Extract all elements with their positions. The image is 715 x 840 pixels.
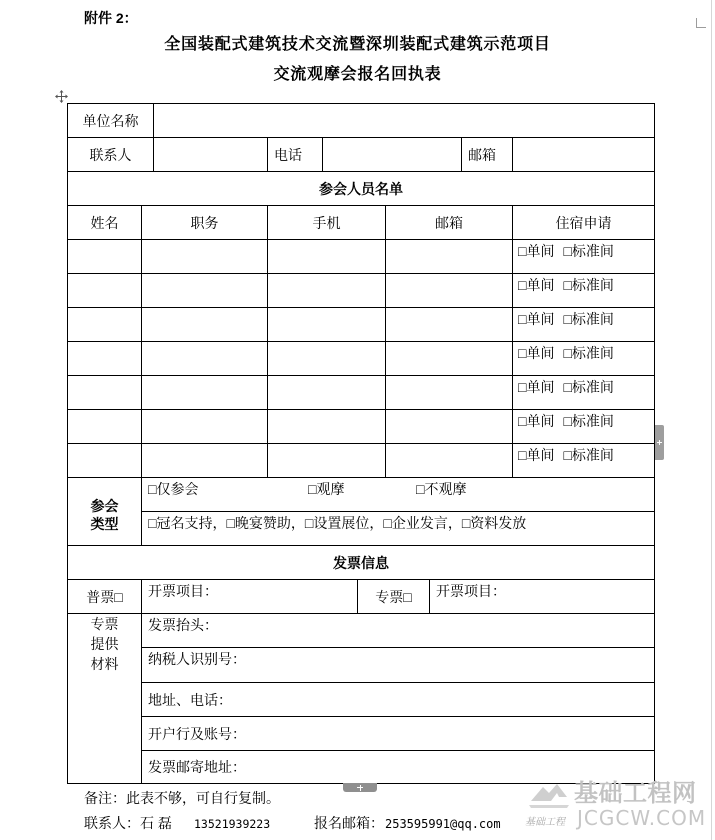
lodging-standard-checkbox[interactable]: □标准间 [563,345,614,361]
table-row [68,376,655,410]
attendee-email-cell[interactable] [386,376,513,410]
lodging-single-checkbox[interactable]: □单间 [518,311,555,327]
plus-icon [360,785,361,791]
attendee-lodging-cell [513,342,655,376]
title-line-1: 全国装配式建筑技术交流暨深圳装配式建筑示范项目 [164,36,551,53]
plain-invoice-item-field[interactable]: 开票项目： [142,580,358,614]
materials-label-line: 提供 [90,636,119,652]
unit-name-label: 单位名称 [68,104,154,138]
column-header-lodging: 住宿申请 [513,206,655,240]
participation-options-row-2[interactable]: □冠名支持，□晚宴赞助，□设置展位，□企业发言，□资料发放 [142,512,655,546]
phone-field[interactable] [323,138,462,172]
attendee-email-cell[interactable] [386,444,513,478]
attendee-lodging-cell [513,376,655,410]
watermark-site-name: 基础工程网 [574,780,697,807]
signup-email-label: 报名邮箱： [314,815,384,831]
email-label: 邮箱 [462,138,513,172]
attendee-email-cell[interactable] [386,410,513,444]
title-line-2: 交流观摩会报名回执表 [273,66,442,83]
contact-label: 联系人 [68,138,154,172]
special-invoice-materials-label [68,614,142,784]
attendee-lodging-cell [513,444,655,478]
address-phone-field[interactable]: 地址、电话： [142,683,655,717]
attendee-name-cell[interactable] [68,376,142,410]
attendee-mobile-cell[interactable] [268,342,386,376]
no-site-visit-checkbox[interactable]: □不观摩 [416,481,467,497]
table-row [68,444,655,478]
add-column-handle[interactable] [655,425,664,460]
attendee-mobile-cell[interactable] [268,240,386,274]
attendee-title-cell[interactable] [142,410,268,444]
taxpayer-id-field[interactable]: 纳税人识别号： [142,648,655,683]
attendee-name-cell[interactable] [68,308,142,342]
attendee-name-cell[interactable] [68,274,142,308]
contact-field[interactable] [154,138,268,172]
participation-type-label-line: 参会 [90,497,119,514]
special-invoice-checkbox[interactable]: 专票□ [358,580,430,614]
attendee-lodging-cell [513,308,655,342]
attendee-email-cell[interactable] [386,342,513,376]
phone-label: 电话 [268,138,323,172]
attendee-mobile-cell[interactable] [268,410,386,444]
attendee-lodging-cell [513,410,655,444]
lodging-standard-checkbox[interactable]: □标准间 [563,447,614,463]
attendee-lodging-cell [513,274,655,308]
attendee-title-cell[interactable] [142,308,268,342]
attendee-email-cell[interactable] [386,274,513,308]
lodging-single-checkbox[interactable]: □单间 [518,345,555,361]
column-header-name: 姓名 [68,206,142,240]
column-header-mobile: 手机 [268,206,386,240]
materials-label-line: 专票 [90,616,119,632]
materials-label-line: 材料 [90,656,119,672]
lodging-single-checkbox[interactable]: □单间 [518,243,555,259]
table-row [68,342,655,376]
lodging-single-checkbox[interactable]: □单间 [518,277,555,293]
participation-type-label [68,478,142,546]
attendee-email-cell[interactable] [386,308,513,342]
lodging-standard-checkbox[interactable]: □标准间 [563,379,614,395]
move-icon[interactable] [55,90,68,103]
email-field[interactable] [513,138,655,172]
site-visit-checkbox[interactable]: □观摩 [308,481,345,497]
table-row [68,308,655,342]
plus-icon [659,440,660,445]
remark-note: 备注：此表不够，可自行复制。 [84,790,280,806]
attendee-mobile-cell[interactable] [268,444,386,478]
lodging-single-checkbox[interactable]: □单间 [518,447,555,463]
bank-account-field[interactable]: 开户行及账号： [142,717,655,751]
lodging-standard-checkbox[interactable]: □标准间 [563,243,614,259]
attendee-name-cell[interactable] [68,444,142,478]
contact-phone: 13521939223 [194,817,271,831]
participation-options-row-1 [142,478,655,512]
attendee-name-cell[interactable] [68,240,142,274]
participation-type-label-line: 类型 [90,515,119,532]
watermark-domain: JCGCW.COM [577,806,707,830]
lodging-standard-checkbox[interactable]: □标准间 [563,277,614,293]
column-header-email: 邮箱 [386,206,513,240]
attendee-name-cell[interactable] [68,342,142,376]
mailing-address-field[interactable]: 发票邮寄地址： [142,751,655,784]
attendee-mobile-cell[interactable] [268,376,386,410]
table-row [68,274,655,308]
column-header-title: 职务 [142,206,268,240]
attendee-lodging-cell [513,240,655,274]
lodging-standard-checkbox[interactable]: □标准间 [563,311,614,327]
crop-mark [696,18,706,28]
registration-table [67,103,655,784]
attendee-mobile-cell[interactable] [268,308,386,342]
unit-name-field[interactable] [154,104,655,138]
attendee-title-cell[interactable] [142,376,268,410]
special-invoice-item-field[interactable]: 开票项目： [430,580,655,614]
invoice-section-title: 发票信息 [68,546,655,580]
page-edge [711,0,712,840]
lodging-standard-checkbox[interactable]: □标准间 [563,413,614,429]
contact-person: 联系人：石 磊 [84,815,172,831]
attendee-title-cell[interactable] [142,342,268,376]
attendee-title-cell[interactable] [142,444,268,478]
signup-email-value: 253595991@qq.com [385,817,501,831]
attend-only-checkbox[interactable]: □仅参会 [148,481,199,497]
form-title [0,30,715,90]
attendee-email-cell[interactable] [386,240,513,274]
lodging-single-checkbox[interactable]: □单间 [518,413,555,429]
table-row [68,410,655,444]
attendee-section-title: 参会人员名单 [68,172,655,206]
attendee-title-cell[interactable] [142,240,268,274]
attendee-title-cell[interactable] [142,274,268,308]
lodging-single-checkbox[interactable]: □单间 [518,379,555,395]
plain-invoice-checkbox[interactable]: 普票□ [68,580,142,614]
attendee-mobile-cell[interactable] [268,274,386,308]
logo-icon [527,781,571,809]
add-row-handle[interactable] [343,783,377,792]
attachment-label: 附件 2： [84,10,138,26]
table-row [68,240,655,274]
attendee-name-cell[interactable] [68,410,142,444]
invoice-header-field[interactable]: 发票抬头： [142,614,655,648]
watermark-small-mark: 基础工程 [525,817,565,828]
